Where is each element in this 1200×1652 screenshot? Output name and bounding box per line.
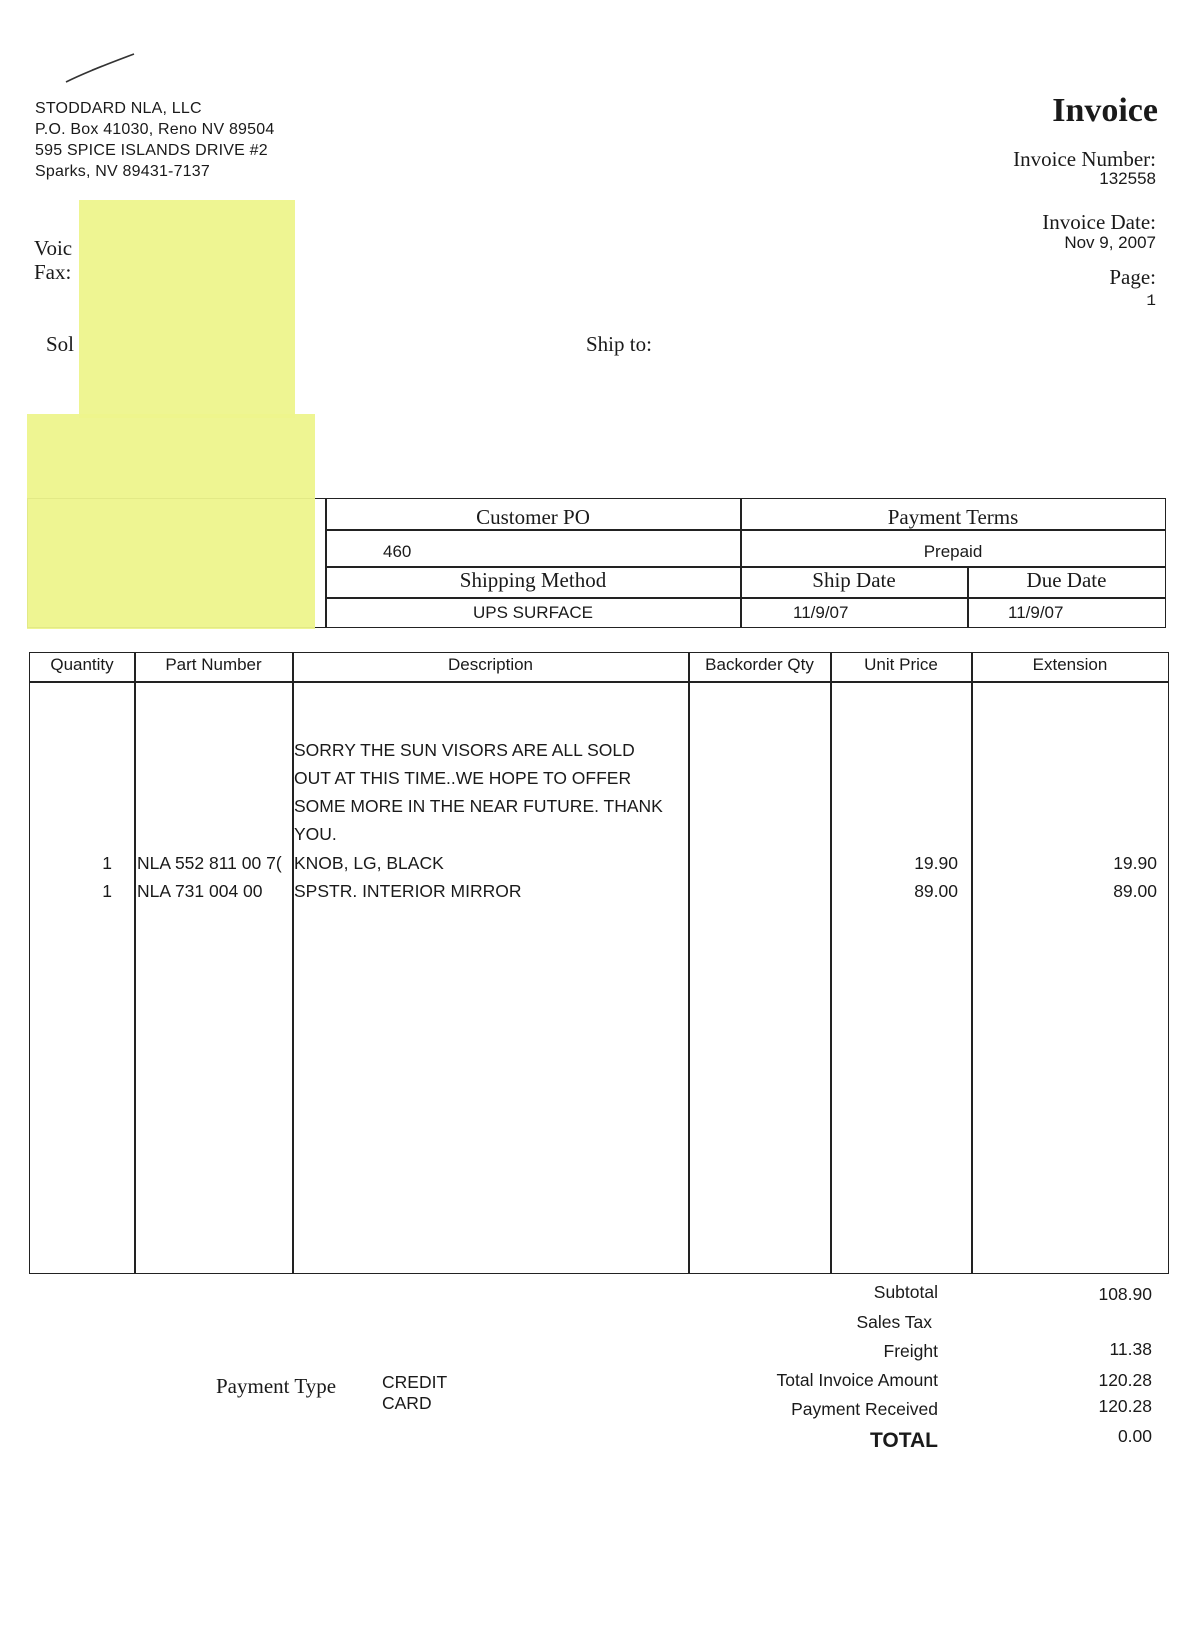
column-header-part-number: Part Number <box>165 655 262 674</box>
column-header-unit-price: Unit Price <box>864 655 938 674</box>
item-unit-price: 89.00 <box>914 881 958 901</box>
invoice-date: Nov 9, 2007 <box>1064 233 1156 252</box>
divider <box>688 652 690 1274</box>
payment-type-value: CREDIT CARD <box>382 1372 448 1413</box>
subtotal-label: Subtotal <box>873 1282 938 1302</box>
page-label: Page: <box>1109 265 1156 289</box>
column-header-backorder-qty: Backorder Qty <box>705 655 814 674</box>
total-value: 0.00 <box>1117 1426 1152 1446</box>
item-extension: 89.00 <box>1113 881 1157 901</box>
invoice-title: Invoice <box>1052 92 1158 129</box>
divider <box>134 652 136 1274</box>
ship-date-label: Ship Date <box>812 568 896 592</box>
sticky-note <box>79 200 295 418</box>
item-quantity: 1 <box>102 853 112 873</box>
due-date-value: 11/9/07 <box>1008 603 1064 622</box>
column-header-quantity: Quantity <box>50 655 114 674</box>
page-number: 1 <box>1146 292 1156 310</box>
shipping-method-value: UPS SURFACE <box>473 603 593 622</box>
sales-tax-label: Sales Tax <box>856 1312 932 1332</box>
payment-received-label: Payment Received <box>791 1399 938 1419</box>
payment-terms-label: Payment Terms <box>887 505 1019 529</box>
divider <box>325 597 1165 599</box>
company-city: Sparks, NV 89431-7137 <box>35 163 210 180</box>
item-note-line: SORRY THE SUN VISORS ARE ALL SOLD <box>294 740 635 760</box>
item-part-number: NLA 552 811 00 7( <box>137 853 282 873</box>
invoice-number-label: Invoice Number: <box>1013 147 1156 171</box>
item-note-line: OUT AT THIS TIME..WE HOPE TO OFFER <box>294 768 632 788</box>
due-date-label: Due Date <box>1026 568 1107 592</box>
invoice-date-label: Invoice Date: <box>1042 210 1156 234</box>
payment-received-value: 120.28 <box>1098 1396 1152 1416</box>
ship-to-label: Ship to: <box>586 332 652 356</box>
freight-value: 11.38 <box>1109 1339 1152 1359</box>
item-unit-price: 19.90 <box>914 853 958 873</box>
signature-mark <box>62 50 142 90</box>
payment-type-label: Payment Type <box>216 1374 337 1398</box>
sold-to-label: Sol <box>46 332 75 356</box>
company-street: 595 SPICE ISLANDS DRIVE #2 <box>35 142 268 159</box>
total-invoice-amount-label: Total Invoice Amount <box>776 1370 938 1390</box>
item-description: SPSTR. INTERIOR MIRROR <box>294 881 522 901</box>
divider <box>830 652 832 1274</box>
total-invoice-amount-value: 120.28 <box>1098 1370 1152 1390</box>
voice-label: Voic <box>34 236 73 260</box>
divider <box>971 652 973 1274</box>
item-extension: 19.90 <box>1113 853 1157 873</box>
item-quantity: 1 <box>102 881 112 901</box>
company-name: STODDARD NLA, LLC <box>35 100 202 117</box>
item-description: KNOB, LG, BLACK <box>294 853 444 873</box>
total-label: TOTAL <box>869 1429 938 1452</box>
customer-po-value: 460 <box>383 542 412 561</box>
divider <box>29 681 1169 683</box>
invoice-number: 132558 <box>1099 169 1156 188</box>
company-po-box: P.O. Box 41030, Reno NV 89504 <box>35 121 275 138</box>
fax-label: Fax: <box>34 260 72 284</box>
payment-terms-value: Prepaid <box>923 542 983 561</box>
column-header-description: Description <box>447 655 534 674</box>
subtotal-value: 108.90 <box>1098 1284 1152 1304</box>
shipping-method-label: Shipping Method <box>459 568 607 592</box>
item-part-number: NLA 731 004 00 <box>137 881 263 901</box>
company-address <box>35 98 274 182</box>
item-note-line: SOME MORE IN THE NEAR FUTURE. THANK <box>294 796 663 816</box>
sticky-note <box>27 414 315 629</box>
item-note-line: YOU. <box>294 824 337 844</box>
ship-date-value: 11/9/07 <box>793 603 849 622</box>
column-header-extension: Extension <box>1032 655 1108 674</box>
customer-po-label: Customer PO <box>476 505 590 529</box>
freight-label: Freight <box>883 1341 938 1361</box>
